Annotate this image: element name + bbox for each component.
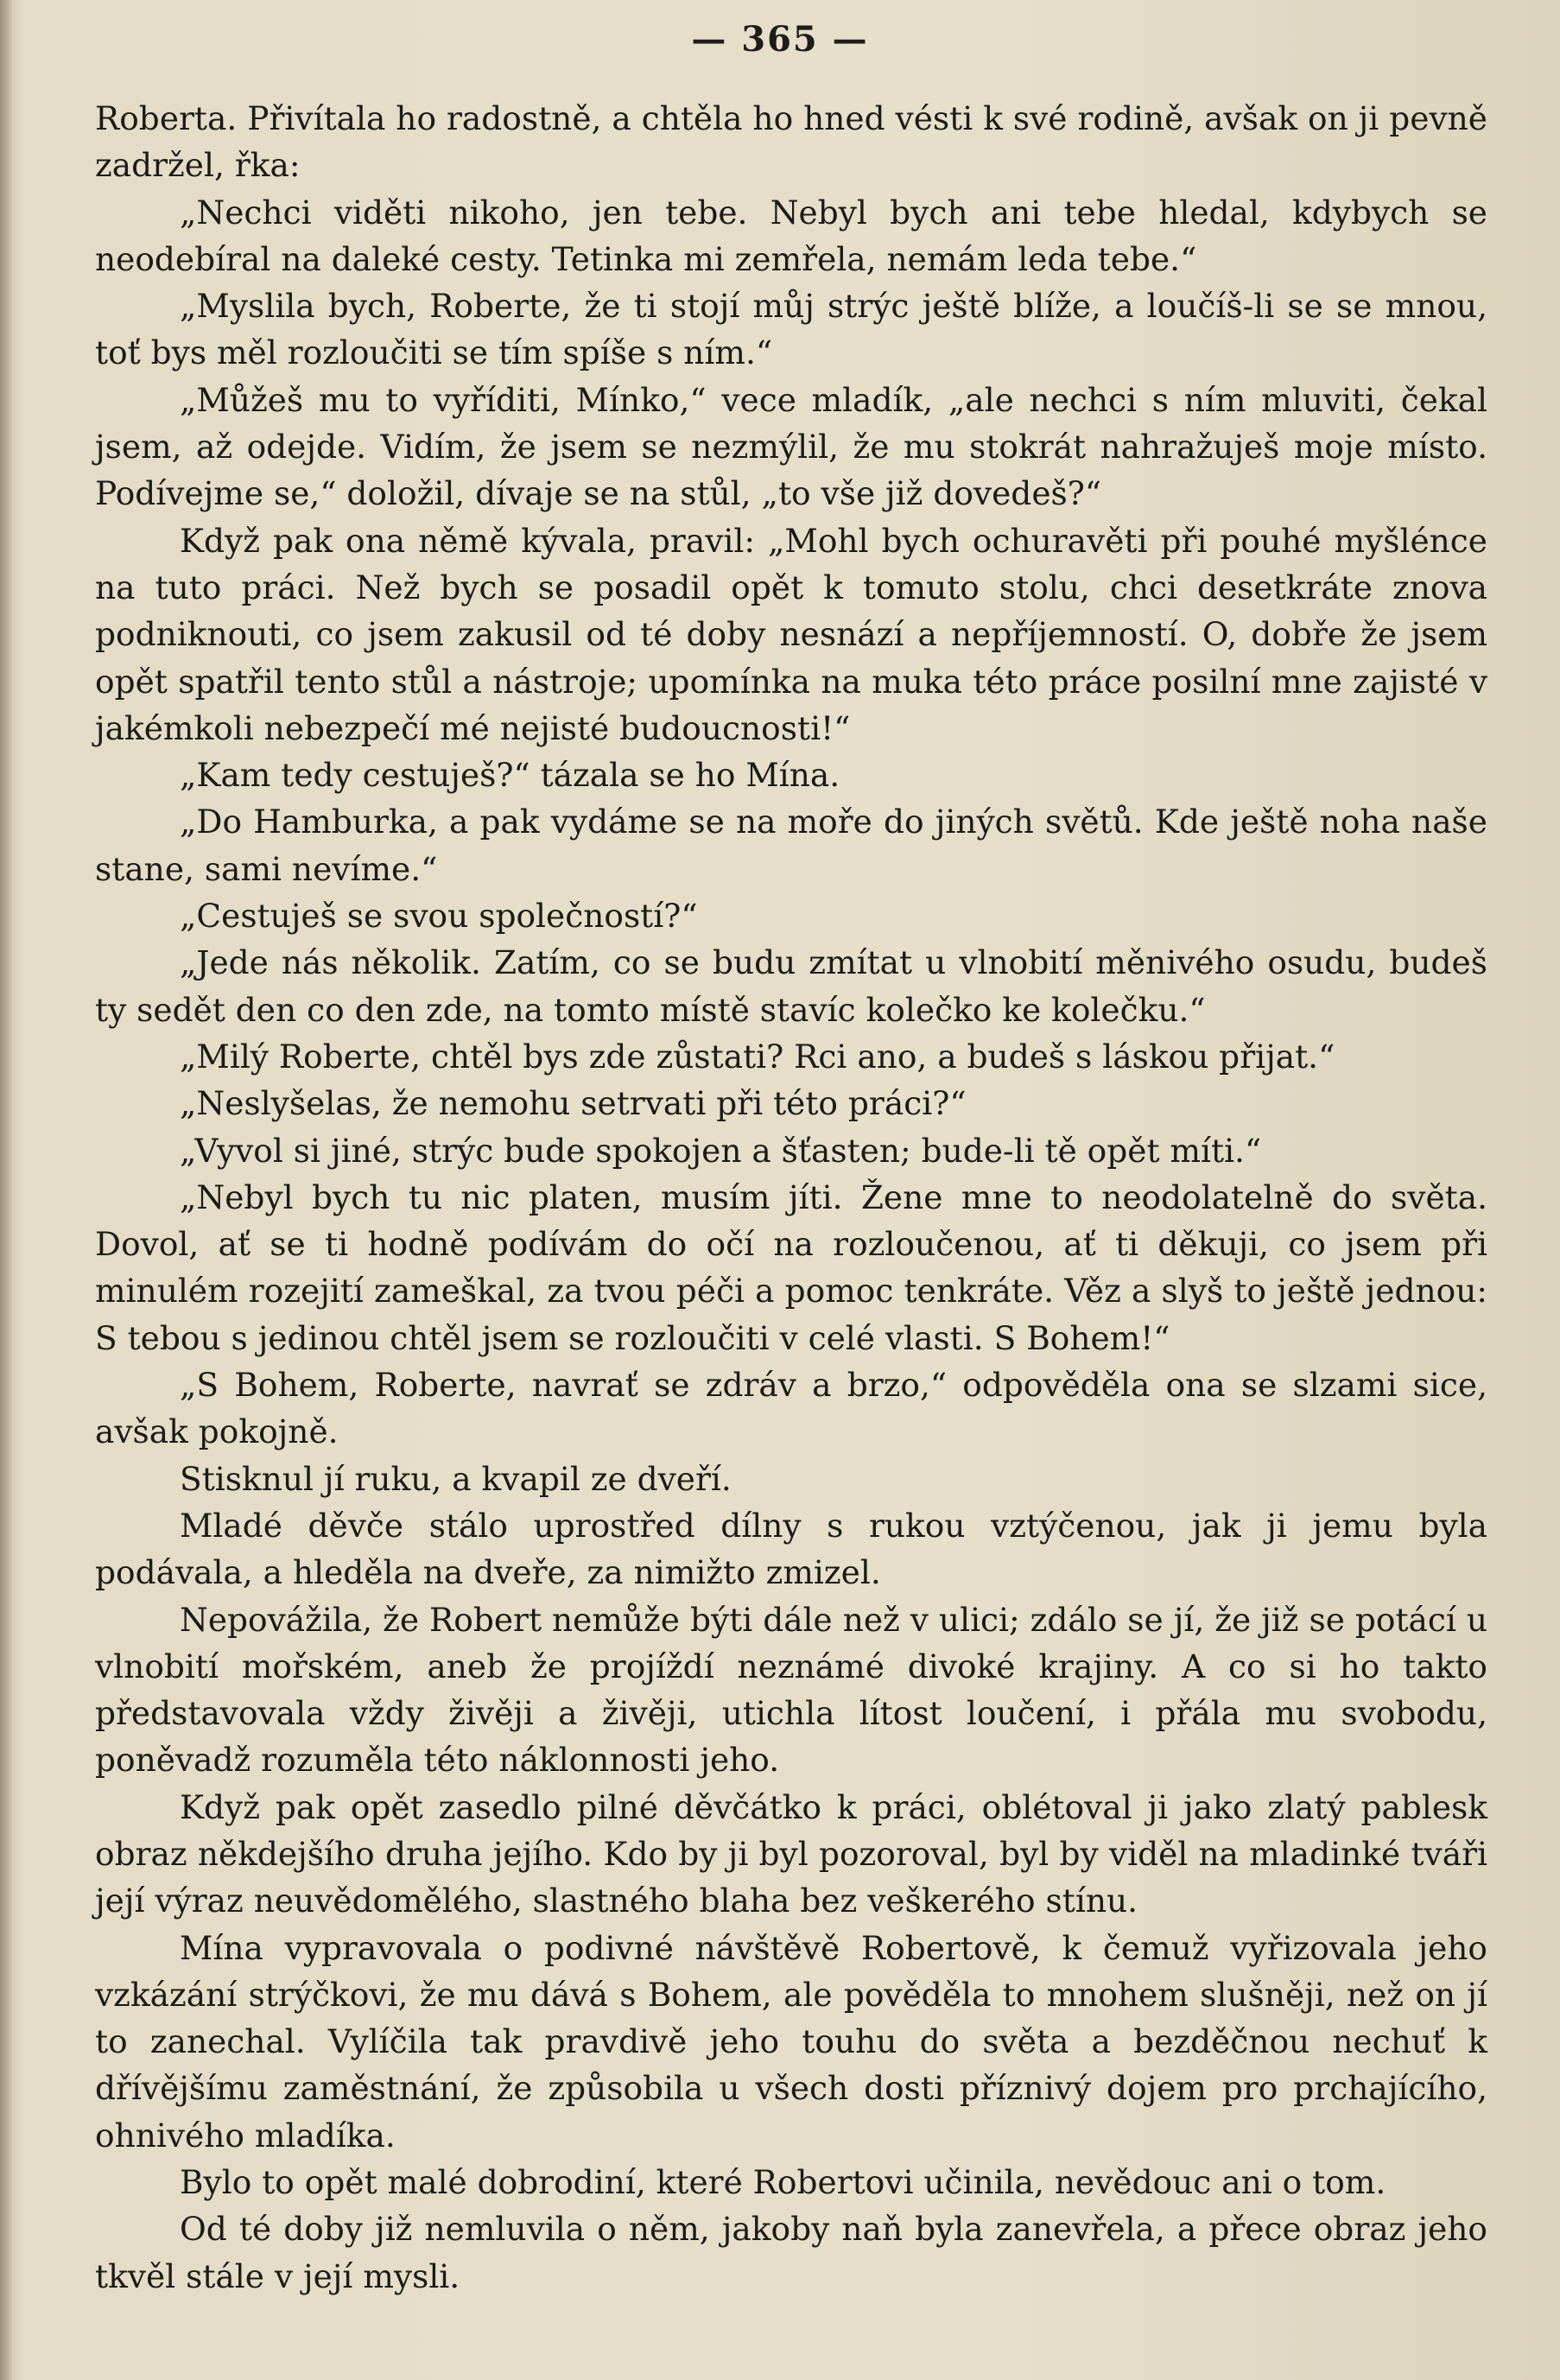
- paragraph: Bylo to opět malé dobrodiní, které Robertovi učinila, nevědouc ani o tom.: [180, 2163, 1386, 2202]
- paragraph: „Neslyšelas, že nemohu setrvati při této práci?“: [180, 1084, 967, 1123]
- paragraph: „Nebyl bych tu nic platen, musím jíti. Žene mne to neodolatelně do světa. Dovol, ať se ti hodně podívám do očí na rozloučenou, ať ti děkuji, co jsem při minulém rozejití zameškal, za tvou péči a pomoc tenkráte. Věz a slyš to ještě jednou: S tebou s jedinou chtěl jsem se rozloučiti v celé vlasti. S Bohem!“: [95, 1177, 1487, 1357]
- paragraph: Když pak ona němě kývala, pravil: „Mohl bych ochuravěti při pouhé myšlénce na tuto práci. Než bych se posadil opět k tomuto stolu, chci desetkráte znova podniknouti, co jsem zakusil od té doby nesnází a nepříjemností. O, dobře že jsem opět spatřil tento stůl a nástroje; upomínka na muka této práce posilní mne zajisté v jakémkoli nebezpečí mé nejisté budoucnosti!“: [95, 521, 1487, 747]
- paragraph: „Do Hamburka, a pak vydáme se na moře do jiných světů. Kde ještě noha naše stane, sami nevíme.“: [95, 803, 1487, 888]
- paragraph: „Vyvol si jiné, strýc bude spokojen a šťasten; bude-li tě opět míti.“: [180, 1131, 1262, 1170]
- paragraph: Nepovážila, že Robert nemůže býti dále než v ulici; zdálo se jí, že již se potácí u vlnobití mořském, aneb že projíždí neznámé divoké krajiny. A co si ho takto představovala vždy živěji a živěji, utichla lítost loučení, i přála mu svobodu, poněvadž rozuměla této náklonnosti jeho.: [95, 1600, 1487, 1780]
- paragraph: Mína vypravovala o podivné návštěvě Robertově, k čemuž vyřizovala jeho vzkázání strýčkovi, že mu dává s Bohem, ale pověděla to mnohem slušněji, než on jí to zanechal. Vylíčila tak pravdivě jeho touhu do světa a bezděčnou nechuť k dřívějšímu zaměstnání, že způsobila u všech dosti příznivý dojem pro prchajícího, ohnivého mladíka.: [95, 1928, 1487, 2155]
- body-text: [95, 95, 1487, 2300]
- paragraph: „Můžeš mu to vyříditi, Mínko,“ vece mladík, „ale nechci s ním mluviti, čekal jsem, až odejde. Vidím, že jsem se nezmýlil, že mu stokrát nahražuješ moje místo. Podívejme se,“ doložil, dívaje se na stůl, „to vše již dovedeš?“: [95, 380, 1487, 513]
- paragraph: „Cestuješ se svou společností?“: [180, 897, 698, 936]
- paragraph: „Jede nás několik. Zatím, co se budu zmítat u vlnobití měnivého osudu, budeš ty sedět den co den zde, na tomto místě stavíc kolečko ke kolečku.“: [95, 943, 1487, 1029]
- paragraph: „Myslila bych, Roberte, že ti stojí můj strýc ještě blíže, a loučíš-li se se mnou, toť bys měl rozloučiti se tím spíše s ním.“: [95, 287, 1487, 372]
- page-number: — 365 —: [691, 19, 869, 60]
- paragraph: Mladé děvče stálo uprostřed dílny s rukou vztýčenou, jak ji jemu byla podávala, a hleděla na dveře, za nimižto zmizel.: [95, 1506, 1487, 1592]
- paragraph: „Kam tedy cestuješ?“ tázala se ho Mína.: [180, 756, 840, 795]
- paragraph: „Nechci viděti nikoho, jen tebe. Nebyl bych ani tebe hledal, kdybych se neodebíral na daleké cesty. Tetinka mi zemřela, nemám leda tebe.“: [95, 193, 1487, 278]
- page-binding-edge: [0, 0, 12, 2380]
- paragraph: Od té doby již nemluvila o něm, jakoby naň byla zanevřela, a přece obraz jeho tkvěl stále v její mysli.: [95, 2210, 1487, 2295]
- paragraph: Stisknul jí ruku, a kvapil ze dveří.: [180, 1459, 732, 1498]
- paragraph: Když pak opět zasedlo pilné děvčátko k práci, oblétoval ji jako zlatý pablesk obraz někdejšího druha jejího. Kdo by ji byl pozoroval, byl by viděl na mladinké tváři její výraz neuvědomělého, slastného blaha bez veškerého stínu.: [95, 1787, 1487, 1920]
- paragraph: Roberta. Přivítala ho radostně, a chtěla ho hned vésti k své rodině, avšak on ji pevně zadržel, řka:: [95, 99, 1487, 185]
- paragraph: „S Bohem, Roberte, navrať se zdráv a brzo,“ odpověděla ona se slzami sice, avšak pokojně.: [95, 1366, 1487, 1451]
- paragraph: „Milý Roberte, chtěl bys zde zůstati? Rci ano, a budeš s láskou přijat.“: [180, 1037, 1335, 1076]
